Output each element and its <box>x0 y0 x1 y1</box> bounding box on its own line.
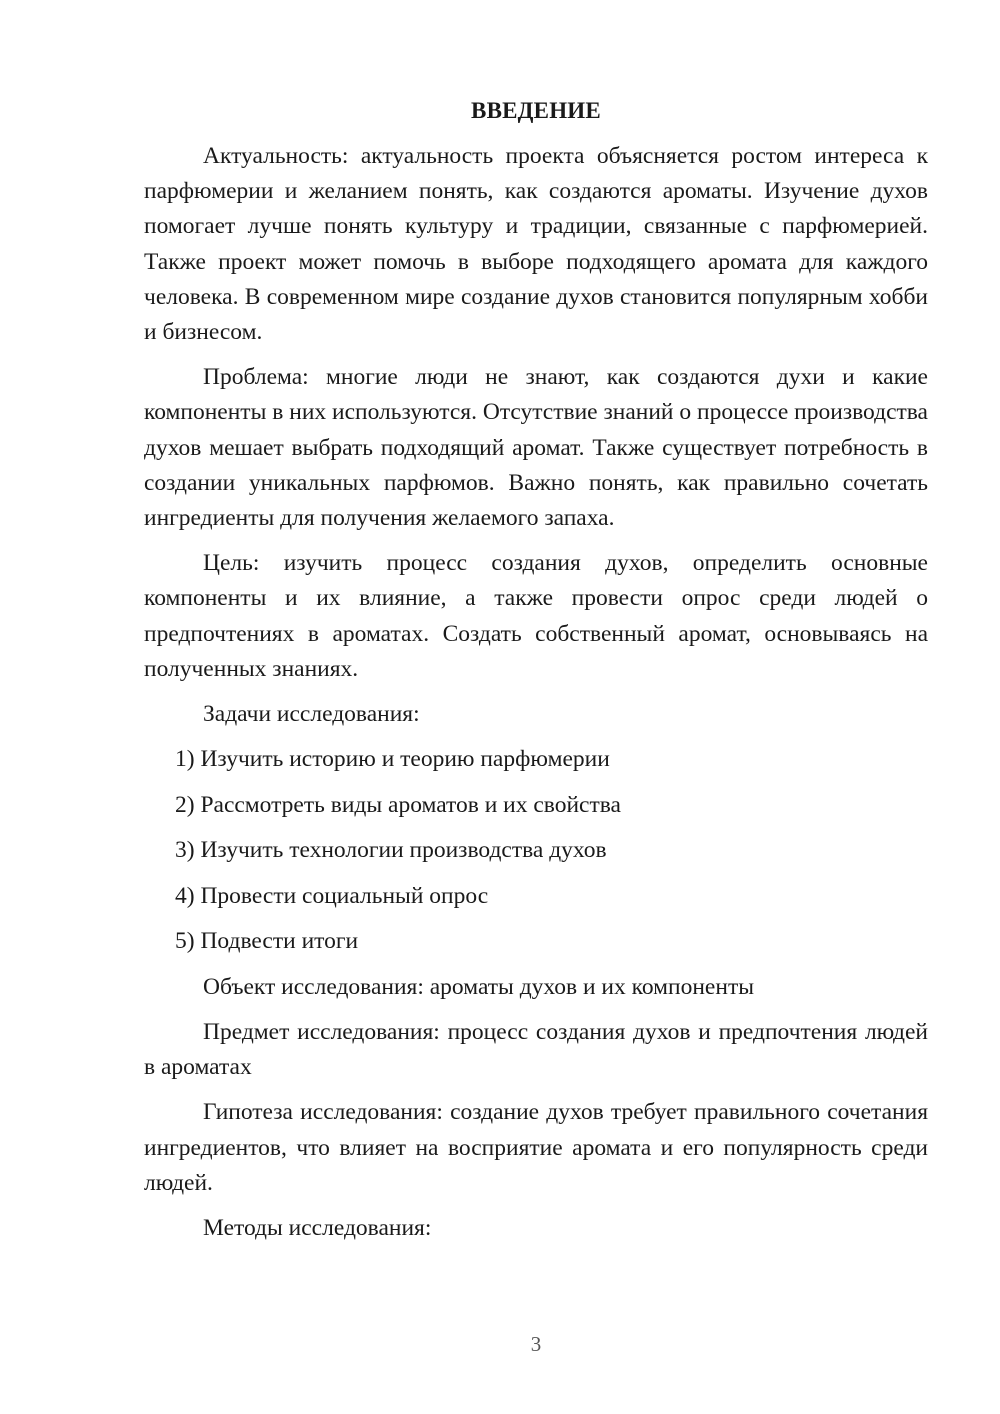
hypothesis-paragraph: Гипотеза исследования: создание духов требует правильного сочетания ингредиентов, что влияет на восприятие аромата и его популярность среди людей. <box>144 1099 928 1196</box>
relevance-paragraph: Актуальность: актуальность проекта объясняется ростом интереса к парфюмерии и желанием понять, как создаются ароматы. Изучение духов помогает лучше понять культуру и традиции, связанные с парфюмерией. Также проект может помочь в выборе подходящего аромата для каждого человека. В современном мире создание духов становится популярным хобби и бизнесом. <box>144 143 928 346</box>
task-item: 3) Изучить технологии производства духов <box>175 837 607 864</box>
page-number: 3 <box>530 1332 542 1356</box>
methods-heading: Методы исследования: <box>203 1214 432 1241</box>
task-item: 2) Рассмотреть виды ароматов и их свойства <box>175 791 621 818</box>
page-title: ВВЕДЕНИЕ <box>471 98 601 123</box>
goal-paragraph: Цель: изучить процесс создания духов, определить основные компоненты и их влияние, а также провести опрос среди людей о предпочтениях в ароматах. Создать собственный аромат, основываясь на полученных знаниях. <box>144 550 928 682</box>
page-content <box>144 93 928 1256</box>
task-item: 1) Изучить историю и теорию парфюмерии <box>175 746 610 773</box>
problem-paragraph: Проблема: многие люди не знают, как создаются духи и какие компоненты в них используются. Отсутствие знаний о процессе производства духов мешает выбрать подходящий аромат. Также существует потребность в создании уникальных парфюмов. Важно понять, как правильно сочетать ингредиенты для получения желаемого запаха. <box>144 364 928 532</box>
task-item: 5) Подвести итоги <box>175 928 359 955</box>
task-item: 4) Провести социальный опрос <box>175 882 489 909</box>
tasks-heading: Задачи исследования: <box>203 701 420 728</box>
object-paragraph: Объект исследования: ароматы духов и их компоненты <box>203 973 754 1000</box>
subject-paragraph: Предмет исследования: процесс создания духов и предпочтения людей в ароматах <box>144 1018 928 1081</box>
